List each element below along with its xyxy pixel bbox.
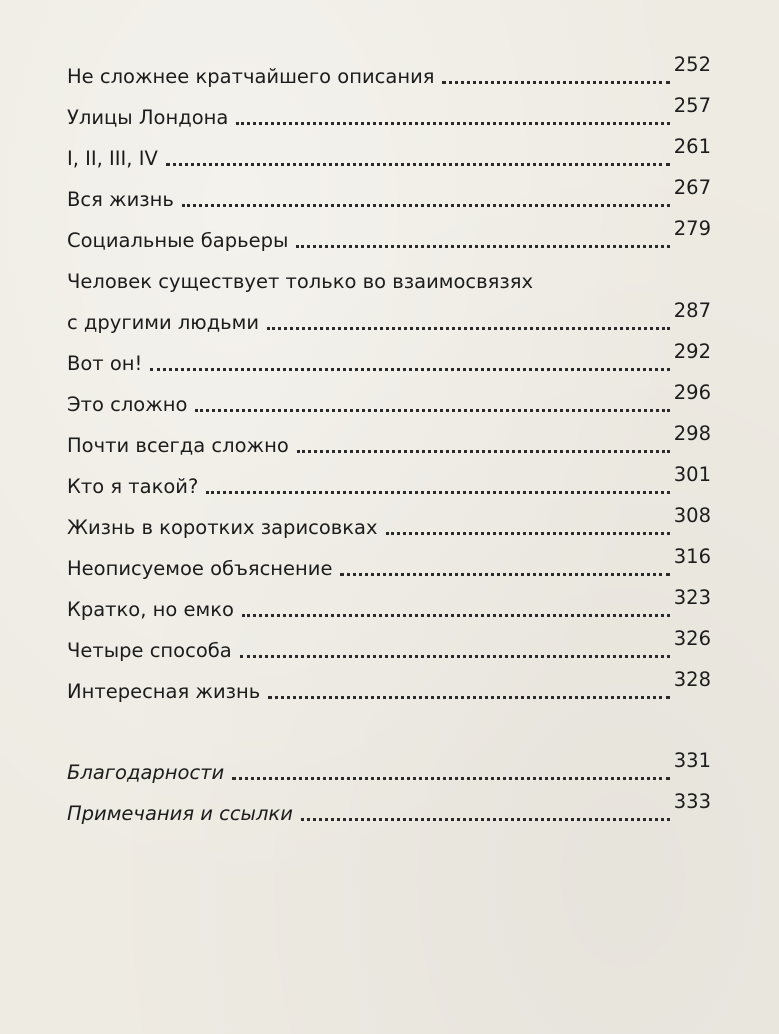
toc-entry-title: Благодарности — [67, 761, 225, 784]
toc-entry-first-line — [67, 253, 711, 294]
toc-entry-title: Улицы Лондона — [67, 106, 229, 129]
dot-leader — [195, 409, 669, 412]
dot-leader — [296, 245, 669, 248]
dot-leader — [182, 204, 670, 207]
dot-leader — [232, 777, 670, 780]
toc-back-matter-entry — [67, 785, 711, 826]
toc-entry-title: Вся жизнь — [67, 188, 174, 211]
toc-entry-title: Человек существует только во взаимосвязях — [67, 270, 534, 293]
toc-entry-title: Примечания и ссылки — [67, 802, 293, 825]
dot-leader — [240, 655, 670, 658]
toc-entry-page: 257 — [673, 94, 711, 117]
toc-entry — [67, 622, 711, 663]
dot-leader — [236, 122, 669, 125]
toc-entry-title: Интересная жизнь — [67, 680, 261, 703]
toc-entry — [67, 335, 711, 376]
dot-leader — [340, 573, 669, 576]
dot-leader — [386, 532, 670, 535]
dot-leader — [166, 163, 670, 166]
dot-leader — [150, 368, 669, 371]
toc-entry-title: Кратко, но емко — [67, 598, 234, 621]
dot-leader — [301, 818, 670, 821]
toc-entry-page: 308 — [673, 504, 711, 527]
toc-entry-title: Почти всегда сложно — [67, 434, 289, 457]
dot-leader — [267, 327, 670, 330]
toc-entry — [67, 663, 711, 704]
toc-entry-title: Четыре способа — [67, 639, 232, 662]
toc-entry-title: Социальные барьеры — [67, 229, 289, 252]
toc-entry-page: 292 — [673, 340, 711, 363]
toc-entry — [67, 212, 711, 253]
dot-leader — [297, 450, 670, 453]
toc-entry — [67, 581, 711, 622]
toc-entry-page: 323 — [673, 586, 711, 609]
toc-entry — [67, 376, 711, 417]
toc-entry-title: Это сложно — [67, 393, 188, 416]
toc-entry — [67, 294, 711, 335]
toc-entry-page: 298 — [673, 422, 711, 445]
dot-leader — [442, 81, 669, 84]
dot-leader — [268, 696, 669, 699]
toc-entry-page: 261 — [673, 135, 711, 158]
toc-entry-title: I, II, III, IV — [67, 147, 158, 170]
toc-entry-page: 301 — [673, 463, 711, 486]
toc-entry-page: 328 — [673, 668, 711, 691]
toc-entry-page: 267 — [673, 176, 711, 199]
toc-entry-title: Вот он! — [67, 352, 143, 375]
toc-entry-page: 287 — [673, 299, 711, 322]
toc-entry-page: 296 — [673, 381, 711, 404]
toc-entry — [67, 89, 711, 130]
toc-entry-title-continued: с другими людьми — [67, 311, 260, 334]
toc-entry — [67, 417, 711, 458]
toc-entry — [67, 171, 711, 212]
toc-entry-title: Жизнь в коротких зарисовках — [67, 516, 378, 539]
toc-back-matter-entry — [67, 744, 711, 785]
toc-entry-title: Неописуемое объяснение — [67, 557, 333, 580]
toc-entry-page: 252 — [673, 53, 711, 76]
toc-entry-title: Кто я такой? — [67, 475, 199, 498]
toc-entry-page: 331 — [673, 749, 711, 772]
toc-entry-page: 333 — [673, 790, 711, 813]
table-of-contents — [67, 48, 711, 826]
dot-leader — [242, 614, 670, 617]
toc-entry — [67, 130, 711, 171]
toc-entry — [67, 458, 711, 499]
toc-entry-page: 279 — [673, 217, 711, 240]
section-spacer — [67, 704, 711, 744]
toc-entry-title: Не сложнее кратчайшего описания — [67, 65, 435, 88]
toc-entry — [67, 48, 711, 89]
toc-entry-page: 326 — [673, 627, 711, 650]
dot-leader — [206, 491, 669, 494]
toc-entry — [67, 499, 711, 540]
toc-entry — [67, 540, 711, 581]
toc-entry-page: 316 — [673, 545, 711, 568]
